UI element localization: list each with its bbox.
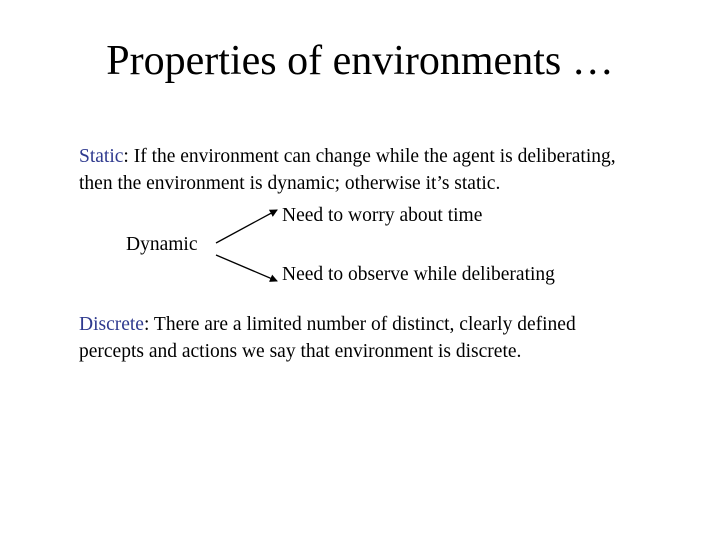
diagram-branch-top: Need to worry about time [282,205,483,226]
slide-title: Properties of environments … [106,38,614,84]
discrete-term: Discrete [79,314,144,335]
static-definition: : If the environment can change while the agent is deliberating, [123,146,616,167]
static-term: Static [79,146,124,167]
arrow-up-icon [216,210,277,243]
discrete-line-2: percepts and actions we say that environment is discrete. [79,341,522,362]
arrow-down-icon [216,255,277,281]
discrete-definition: : There are a limited number of distinct, clearly defined [143,314,576,335]
static-line-2: then the environment is dynamic; otherwise it’s static. [79,173,501,194]
diagram-root-label: Dynamic [126,234,198,255]
discrete-paragraph [79,311,679,365]
discrete-line-1 [79,311,679,338]
diagram-branch-bottom: Need to observe while deliberating [282,264,555,285]
